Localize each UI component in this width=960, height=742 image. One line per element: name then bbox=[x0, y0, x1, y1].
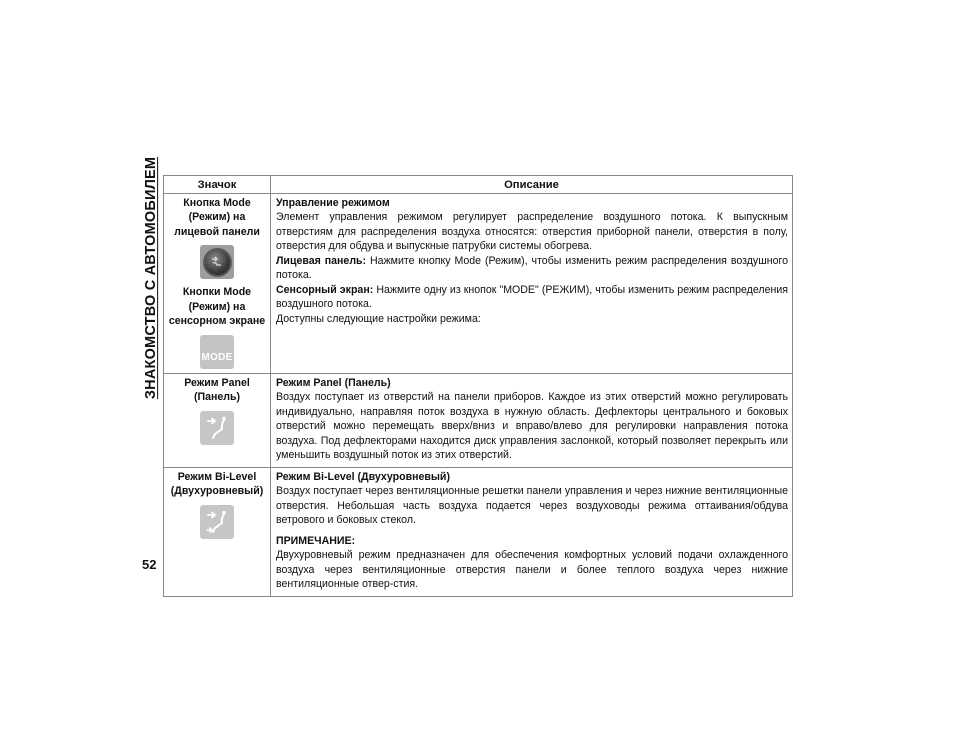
label-bilevel-mode: Режим Bi-Level (Двухуровневый) bbox=[170, 470, 264, 497]
icon-cell-panel bbox=[164, 373, 271, 467]
mode-title: Управление режимом bbox=[276, 196, 390, 209]
table-row bbox=[164, 467, 793, 596]
page-number: 52 bbox=[142, 557, 157, 572]
desc-cell-mode bbox=[271, 193, 793, 373]
mode-touch-button-icon bbox=[200, 335, 234, 369]
bilevel-mode-title: Режим Bi-Level (Двухуровневый) bbox=[276, 470, 450, 483]
table-row bbox=[164, 373, 793, 467]
mode-available-settings: Доступны следующие настройки режима: bbox=[276, 312, 481, 325]
panel-label: Лицевая панель: bbox=[276, 254, 367, 267]
section-side-title-text: ЗНАКОМСТВО С АВТОМОБИЛЕМ bbox=[143, 156, 159, 400]
bilevel-note-text: Двухуровневый режим предназначен для обеспечения комфортных условий подачи охлажденного воздуха через вентиляционные отверстия панели и более теплого воздуха через нижние вентиляционные отвер-стия. bbox=[276, 549, 788, 590]
label-mode-panel: Кнопка Mode (Режим) на лицевой панели bbox=[174, 196, 260, 238]
mode-paragraph: Элемент управления режимом регулирует распределение воздушного потока. К выпускным отверстиям для распределения воздуха относятся: отверстия приборной панели, отверстия в полу, отверстия для обдува и выпускные патрубки системы обогрева. bbox=[276, 211, 788, 252]
section-side-title bbox=[139, 158, 163, 398]
panel-mode-vent-icon bbox=[200, 411, 234, 445]
desc-cell-panel bbox=[271, 373, 793, 467]
touch-label: Сенсорный экран: bbox=[276, 283, 374, 296]
header-description: Описание bbox=[271, 176, 793, 194]
desc-cell-bilevel bbox=[271, 467, 793, 596]
mode-touch-instruction bbox=[276, 283, 788, 312]
mode-controls-table bbox=[163, 175, 793, 597]
label-panel-mode: Режим Panel (Панель) bbox=[184, 376, 250, 403]
mode-touch-button-text: MODE bbox=[201, 352, 233, 364]
table-row bbox=[164, 193, 793, 373]
mode-knob-icon bbox=[200, 245, 234, 279]
panel-mode-text: Воздух поступает из отверстий на панели приборов. Каждое из этих отверстий можно регулировать индивидуально, направляя поток воздуха в нужную область. Дефлекторы центрального и боковых отверстий можно перемещать вверх/вниз и вправо/влево для регулировки направления потока воздуха. Под дефлекторами находится диск управления заслонкой, который позволяет перекрыть или уменьшить воздушный поток из этих отверстий. bbox=[276, 391, 788, 461]
touch-text: Нажмите одну из кнопок "MODE" (РЕЖИМ), чтобы изменить режим распределения воздушного потока. bbox=[276, 283, 788, 310]
panel-mode-title: Режим Panel (Панель) bbox=[276, 376, 391, 389]
icon-cell-bilevel bbox=[164, 467, 271, 596]
bilevel-mode-vent-icon bbox=[200, 505, 234, 539]
panel-text: Нажмите кнопку Mode (Режим), чтобы изменить режим распределения воздушного потока. bbox=[276, 254, 788, 281]
icon-cell-mode bbox=[164, 193, 271, 373]
bilevel-note-title: ПРИМЕЧАНИЕ: bbox=[276, 534, 356, 547]
bilevel-mode-text: Воздух поступает через вентиляционные решетки панели управления и через нижние вентиляционные отверстия. Небольшая часть воздуха подается через воздуховоды режима оттаивания/обдува ветрового и боковых стекол. bbox=[276, 485, 788, 526]
label-mode-touch: Кнопки Mode (Режим) на сенсорном экране bbox=[168, 286, 266, 327]
mode-panel-instruction bbox=[276, 254, 788, 283]
header-icon: Значок bbox=[164, 176, 271, 194]
table-header-row bbox=[164, 176, 793, 194]
